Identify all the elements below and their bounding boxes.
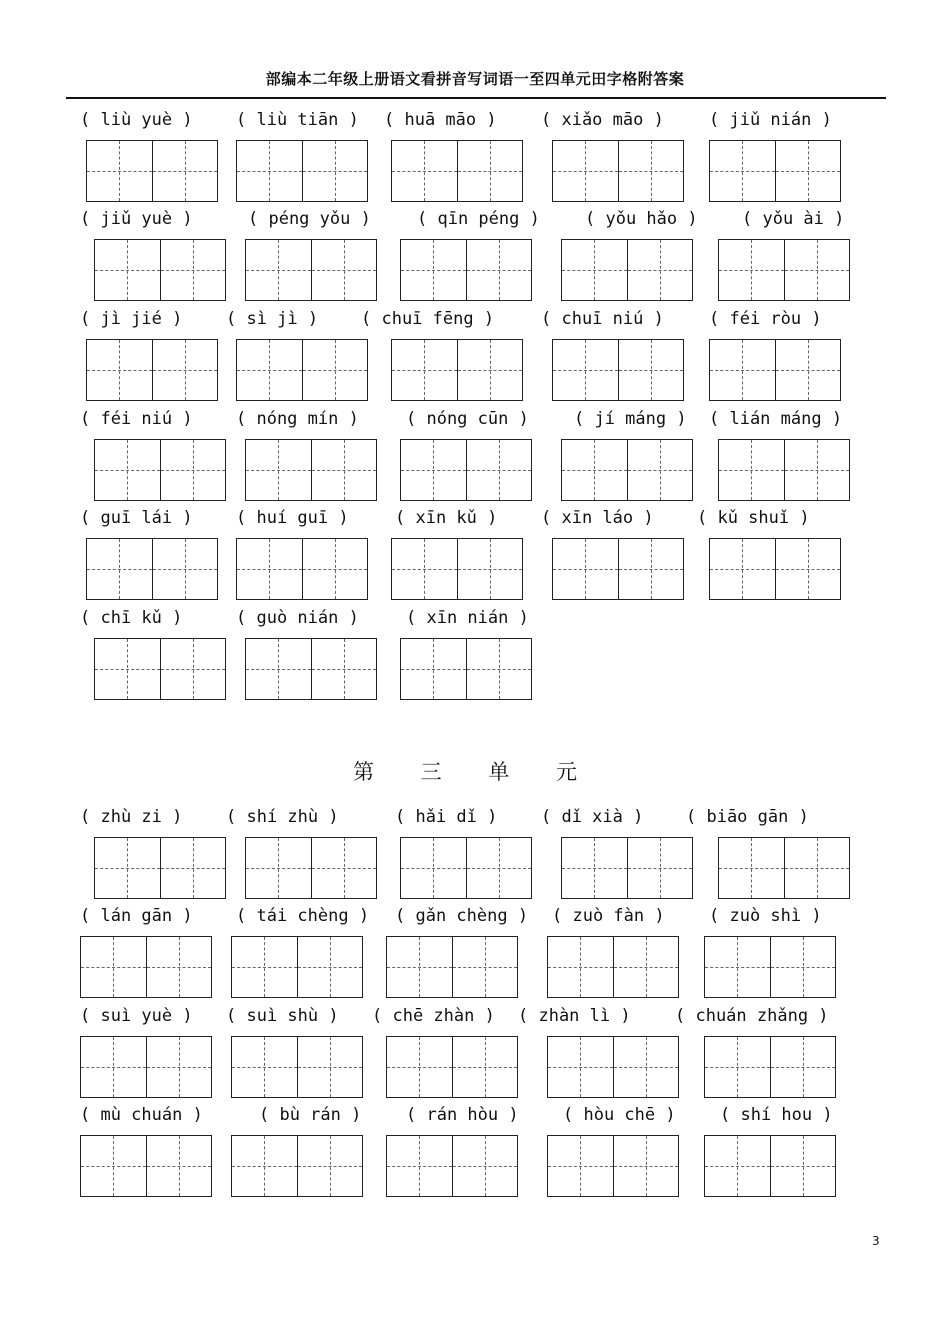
tianzige-cell[interactable] <box>770 1136 836 1196</box>
tianzige-cell[interactable] <box>311 639 377 699</box>
tianzige-answer-box[interactable] <box>709 140 841 202</box>
tianzige-answer-box[interactable] <box>704 1135 836 1197</box>
pinyin-prompt: ( jiǔ nián ) <box>709 110 832 130</box>
pinyin-prompt: ( dǐ xià ) <box>541 807 644 827</box>
pinyin-prompt: ( chuī fēng ) <box>361 309 495 329</box>
tianzige-cell[interactable] <box>387 1037 452 1097</box>
tianzige-answer-box[interactable] <box>718 439 850 501</box>
tianzige-cell[interactable] <box>237 539 302 599</box>
tianzige-cell[interactable] <box>710 340 775 400</box>
tianzige-answer-box[interactable] <box>245 239 377 301</box>
pinyin-prompt: ( xiǎo māo ) <box>541 110 664 130</box>
tianzige-cell[interactable] <box>95 240 160 300</box>
tianzige-cell[interactable] <box>302 539 368 599</box>
pinyin-prompt: ( rán hòu ) <box>406 1105 519 1125</box>
tianzige-cell[interactable] <box>613 937 679 997</box>
pinyin-prompt: ( tái chèng ) <box>236 906 370 926</box>
pinyin-prompt: ( xīn kǔ ) <box>395 508 498 528</box>
tianzige-cell[interactable] <box>387 937 452 997</box>
tianzige-answer-box[interactable] <box>552 538 684 600</box>
tianzige-answer-box[interactable] <box>400 638 532 700</box>
tianzige-answer-box[interactable] <box>80 1135 212 1197</box>
tianzige-cell[interactable] <box>613 1136 679 1196</box>
tianzige-cell[interactable] <box>297 1136 363 1196</box>
tianzige-cell[interactable] <box>146 1037 212 1097</box>
tianzige-answer-box[interactable] <box>231 936 363 998</box>
pinyin-prompt: ( lán gān ) <box>80 906 193 926</box>
tianzige-cell[interactable] <box>401 639 466 699</box>
tianzige-answer-box[interactable] <box>561 837 693 899</box>
tianzige-cell[interactable] <box>548 1136 613 1196</box>
tianzige-answer-box[interactable] <box>400 439 532 501</box>
tianzige-cell[interactable] <box>770 1037 836 1097</box>
page-number: 3 <box>872 1234 880 1248</box>
tianzige-cell[interactable] <box>553 141 618 201</box>
tianzige-answer-box[interactable] <box>552 140 684 202</box>
tianzige-answer-box[interactable] <box>552 339 684 401</box>
pinyin-prompt: ( biāo gān ) <box>686 807 809 827</box>
tianzige-cell[interactable] <box>553 340 618 400</box>
pinyin-prompt: ( suì shù ) <box>226 1006 339 1026</box>
pinyin-prompt: ( zhàn lì ) <box>518 1006 631 1026</box>
tianzige-cell[interactable] <box>627 838 693 898</box>
tianzige-answer-box[interactable] <box>236 140 368 202</box>
tianzige-cell[interactable] <box>160 240 226 300</box>
pinyin-prompt: ( jí máng ) <box>574 409 687 429</box>
tianzige-answer-box[interactable] <box>561 239 693 301</box>
tianzige-cell[interactable] <box>160 440 226 500</box>
tianzige-cell[interactable] <box>775 340 841 400</box>
pinyin-prompt: ( huā māo ) <box>384 110 497 130</box>
tianzige-answer-box[interactable] <box>94 239 226 301</box>
pinyin-prompt: ( zuò fàn ) <box>552 906 665 926</box>
tianzige-cell[interactable] <box>775 141 841 201</box>
tianzige-answer-box[interactable] <box>547 1135 679 1197</box>
tianzige-cell[interactable] <box>302 340 368 400</box>
tianzige-answer-box[interactable] <box>391 538 523 600</box>
tianzige-cell[interactable] <box>401 440 466 500</box>
pinyin-prompt: ( féi ròu ) <box>709 309 822 329</box>
tianzige-cell[interactable] <box>452 937 518 997</box>
tianzige-cell[interactable] <box>246 639 311 699</box>
tianzige-answer-box[interactable] <box>236 339 368 401</box>
tianzige-cell[interactable] <box>87 340 152 400</box>
pinyin-prompt: ( hòu chē ) <box>563 1105 676 1125</box>
pinyin-prompt: ( guò nián ) <box>236 608 359 628</box>
tianzige-cell[interactable] <box>466 838 532 898</box>
tianzige-cell[interactable] <box>246 440 311 500</box>
pinyin-prompt: ( xīn láo ) <box>541 508 654 528</box>
tianzige-cell[interactable] <box>152 141 218 201</box>
pinyin-prompt: ( chī kǔ ) <box>80 608 183 628</box>
pinyin-prompt: ( liù yuè ) <box>80 110 193 130</box>
tianzige-cell[interactable] <box>719 440 784 500</box>
tianzige-answer-box[interactable] <box>386 1036 518 1098</box>
tianzige-cell[interactable] <box>392 141 457 201</box>
tianzige-cell[interactable] <box>618 141 684 201</box>
tianzige-cell[interactable] <box>770 937 836 997</box>
tianzige-cell[interactable] <box>452 1136 518 1196</box>
tianzige-cell[interactable] <box>457 141 523 201</box>
tianzige-answer-box[interactable] <box>231 1135 363 1197</box>
tianzige-cell[interactable] <box>784 240 850 300</box>
pinyin-prompt: ( xīn nián ) <box>406 608 529 628</box>
pinyin-prompt: ( jì jié ) <box>80 309 183 329</box>
tianzige-cell[interactable] <box>232 1136 297 1196</box>
pinyin-prompt: ( suì yuè ) <box>80 1006 193 1026</box>
tianzige-answer-box[interactable] <box>236 538 368 600</box>
tianzige-cell[interactable] <box>160 639 226 699</box>
pinyin-prompt: ( féi niú ) <box>80 409 193 429</box>
pinyin-prompt: ( bù rán ) <box>259 1105 362 1125</box>
tianzige-answer-box[interactable] <box>709 339 841 401</box>
tianzige-cell[interactable] <box>297 1037 363 1097</box>
tianzige-answer-box[interactable] <box>704 936 836 998</box>
tianzige-cell[interactable] <box>562 240 627 300</box>
tianzige-answer-box[interactable] <box>718 837 850 899</box>
tianzige-cell[interactable] <box>775 539 841 599</box>
tianzige-cell[interactable] <box>392 539 457 599</box>
tianzige-answer-box[interactable] <box>709 538 841 600</box>
tianzige-cell[interactable] <box>627 240 693 300</box>
tianzige-answer-box[interactable] <box>94 439 226 501</box>
pinyin-prompt: ( qīn péng ) <box>417 209 540 229</box>
tianzige-answer-box[interactable] <box>391 339 523 401</box>
tianzige-cell[interactable] <box>562 440 627 500</box>
tianzige-cell[interactable] <box>95 440 160 500</box>
section-title: 第 三 单 元 <box>352 760 598 784</box>
tianzige-cell[interactable] <box>401 240 466 300</box>
tianzige-cell[interactable] <box>81 1136 146 1196</box>
tianzige-answer-box[interactable] <box>245 638 377 700</box>
tianzige-cell[interactable] <box>457 539 523 599</box>
tianzige-cell[interactable] <box>710 141 775 201</box>
pinyin-prompt: ( liù tiān ) <box>236 110 359 130</box>
tianzige-cell[interactable] <box>452 1037 518 1097</box>
tianzige-cell[interactable] <box>548 937 613 997</box>
tianzige-cell[interactable] <box>146 937 212 997</box>
pinyin-prompt: ( chuī niú ) <box>541 309 664 329</box>
tianzige-answer-box[interactable] <box>386 936 518 998</box>
tianzige-answer-box[interactable] <box>704 1036 836 1098</box>
tianzige-answer-box[interactable] <box>561 439 693 501</box>
tianzige-cell[interactable] <box>387 1136 452 1196</box>
tianzige-cell[interactable] <box>87 539 152 599</box>
pinyin-prompt: ( péng yǒu ) <box>248 209 371 229</box>
tianzige-cell[interactable] <box>311 240 377 300</box>
tianzige-cell[interactable] <box>613 1037 679 1097</box>
tianzige-cell[interactable] <box>401 838 466 898</box>
pinyin-prompt: ( zhù zi ) <box>80 807 183 827</box>
pinyin-prompt: ( kǔ shuǐ ) <box>697 508 810 528</box>
tianzige-cell[interactable] <box>466 639 532 699</box>
pinyin-prompt: ( lián máng ) <box>709 409 843 429</box>
tianzige-answer-box[interactable] <box>94 638 226 700</box>
tianzige-answer-box[interactable] <box>547 1036 679 1098</box>
tianzige-answer-box[interactable] <box>386 1135 518 1197</box>
tianzige-cell[interactable] <box>466 240 532 300</box>
tianzige-cell[interactable] <box>302 141 368 201</box>
tianzige-cell[interactable] <box>466 440 532 500</box>
tianzige-answer-box[interactable] <box>80 1036 212 1098</box>
tianzige-answer-box[interactable] <box>86 140 218 202</box>
tianzige-cell[interactable] <box>553 539 618 599</box>
pinyin-prompt: ( shí hou ) <box>720 1105 833 1125</box>
tianzige-answer-box[interactable] <box>86 538 218 600</box>
pinyin-prompt: ( yǒu hǎo ) <box>585 209 698 229</box>
tianzige-cell[interactable] <box>152 539 218 599</box>
tianzige-answer-box[interactable] <box>391 140 523 202</box>
header-divider <box>66 97 886 99</box>
tianzige-cell[interactable] <box>246 838 311 898</box>
tianzige-answer-box[interactable] <box>400 837 532 899</box>
tianzige-answer-box[interactable] <box>547 936 679 998</box>
tianzige-cell[interactable] <box>457 340 523 400</box>
tianzige-cell[interactable] <box>784 838 850 898</box>
tianzige-answer-box[interactable] <box>245 439 377 501</box>
pinyin-prompt: ( sì jì ) <box>226 309 319 329</box>
pinyin-prompt: ( nóng cūn ) <box>406 409 529 429</box>
tianzige-cell[interactable] <box>311 838 377 898</box>
tianzige-cell[interactable] <box>152 340 218 400</box>
tianzige-cell[interactable] <box>95 639 160 699</box>
tianzige-cell[interactable] <box>705 1136 770 1196</box>
pinyin-prompt: ( nóng mín ) <box>236 409 359 429</box>
tianzige-answer-box[interactable] <box>245 837 377 899</box>
tianzige-cell[interactable] <box>719 240 784 300</box>
pinyin-prompt: ( guī lái ) <box>80 508 193 528</box>
tianzige-cell[interactable] <box>311 440 377 500</box>
tianzige-cell[interactable] <box>627 440 693 500</box>
tianzige-cell[interactable] <box>146 1136 212 1196</box>
pinyin-prompt: ( huí guī ) <box>236 508 349 528</box>
tianzige-cell[interactable] <box>562 838 627 898</box>
tianzige-cell[interactable] <box>548 1037 613 1097</box>
tianzige-cell[interactable] <box>81 937 146 997</box>
pinyin-prompt: ( chē zhàn ) <box>372 1006 495 1026</box>
tianzige-cell[interactable] <box>87 141 152 201</box>
tianzige-cell[interactable] <box>710 539 775 599</box>
tianzige-answer-box[interactable] <box>231 1036 363 1098</box>
tianzige-cell[interactable] <box>160 838 226 898</box>
header-title: 部编本二年级上册语文看拼音写词语一至四单元田字格附答案 <box>265 70 685 88</box>
tianzige-cell[interactable] <box>237 340 302 400</box>
tianzige-cell[interactable] <box>237 141 302 201</box>
tianzige-answer-box[interactable] <box>94 837 226 899</box>
tianzige-cell[interactable] <box>297 937 363 997</box>
pinyin-prompt: ( zuò shì ) <box>709 906 822 926</box>
tianzige-cell[interactable] <box>705 1037 770 1097</box>
pinyin-prompt: ( yǒu ài ) <box>742 209 845 229</box>
tianzige-cell[interactable] <box>232 1037 297 1097</box>
pinyin-prompt: ( chuán zhǎng ) <box>675 1006 829 1026</box>
tianzige-answer-box[interactable] <box>80 936 212 998</box>
tianzige-answer-box[interactable] <box>86 339 218 401</box>
tianzige-cell[interactable] <box>719 838 784 898</box>
tianzige-cell[interactable] <box>392 340 457 400</box>
tianzige-answer-box[interactable] <box>400 239 532 301</box>
tianzige-answer-box[interactable] <box>718 239 850 301</box>
tianzige-cell[interactable] <box>618 340 684 400</box>
tianzige-cell[interactable] <box>81 1037 146 1097</box>
tianzige-cell[interactable] <box>232 937 297 997</box>
pinyin-prompt: ( shí zhù ) <box>226 807 339 827</box>
tianzige-cell[interactable] <box>95 838 160 898</box>
tianzige-cell[interactable] <box>618 539 684 599</box>
pinyin-prompt: ( hǎi dǐ ) <box>395 807 498 827</box>
pinyin-prompt: ( jiǔ yuè ) <box>80 209 193 229</box>
tianzige-cell[interactable] <box>784 440 850 500</box>
tianzige-cell[interactable] <box>246 240 311 300</box>
pinyin-prompt: ( mù chuán ) <box>80 1105 203 1125</box>
pinyin-prompt: ( gǎn chèng ) <box>395 906 529 926</box>
tianzige-cell[interactable] <box>705 937 770 997</box>
